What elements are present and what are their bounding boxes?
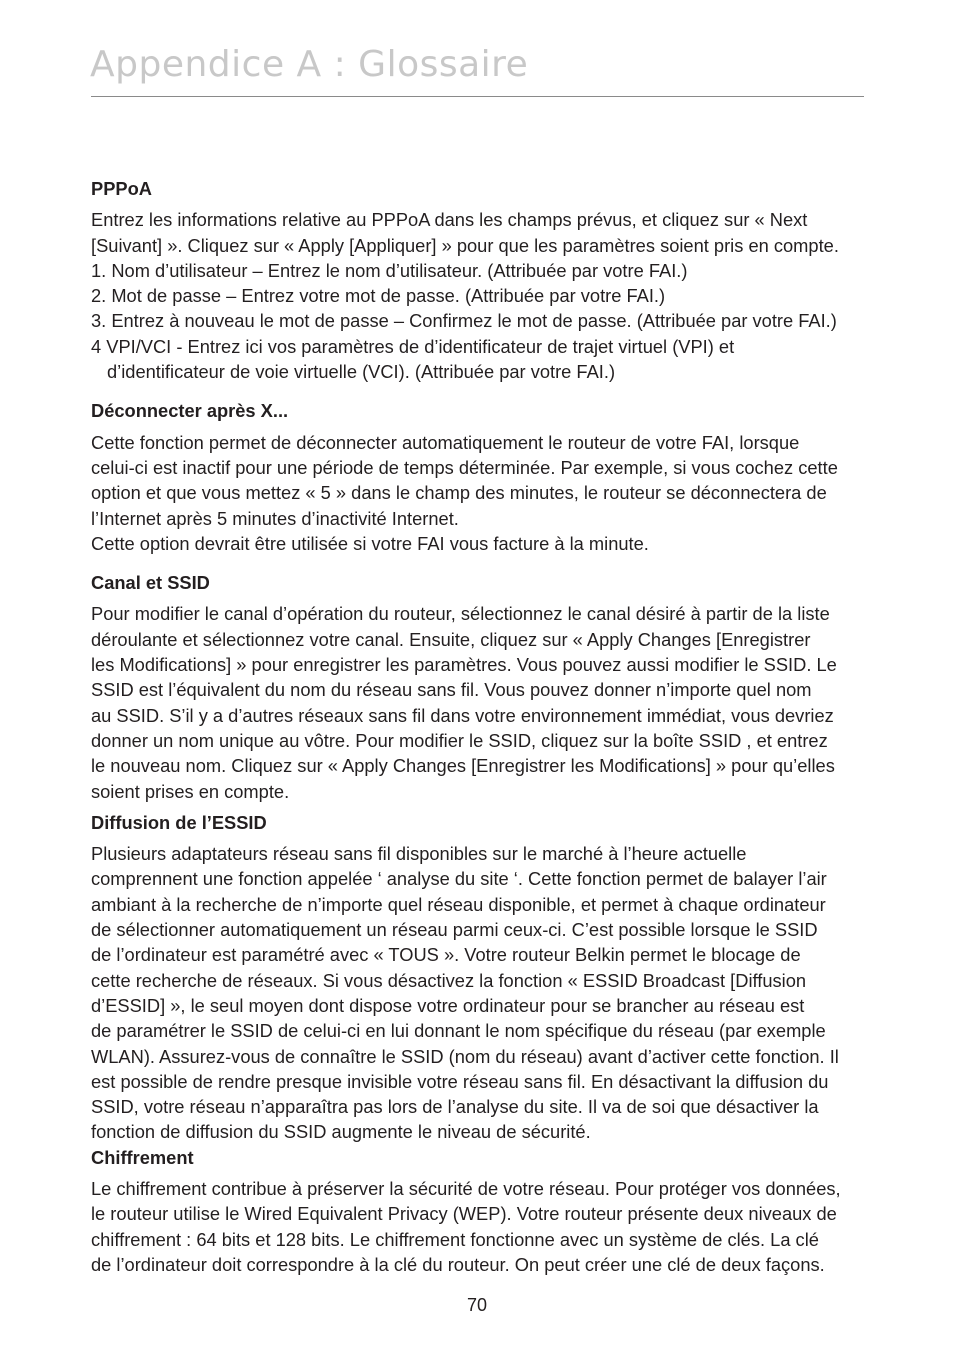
list-item: 4 VPI/VCI - Entrez ici vos paramètres de d’identificateur de trajet virtuel (VPI) et bbox=[91, 335, 735, 357]
section-heading-pppoa: PPPoA bbox=[91, 178, 152, 199]
page-number: 70 bbox=[466, 1295, 488, 1315]
paragraph-line: WLAN). Assurez-vous de connaître le SSID (nom du réseau) avant d’activer cette fonction. Il bbox=[91, 1045, 839, 1067]
title-divider bbox=[91, 96, 864, 97]
paragraph-line: soient prises en compte. bbox=[91, 780, 290, 802]
paragraph-line: SSID, votre réseau n’apparaîtra pas lors de l’analyse du site. Il va de soi que désactiver la bbox=[91, 1096, 819, 1118]
paragraph-line: [Suivant] ». Cliquez sur « Apply [Appliquer] » pour que les paramètres soient pris en compte. bbox=[91, 234, 839, 256]
paragraph-line: donner un nom unique au vôtre. Pour modifier le SSID, cliquez sur la boîte SSID , et entrez bbox=[91, 729, 828, 751]
list-item-continuation: d’identificateur de voie virtuelle (VCI). (Attribuée par votre FAI.) bbox=[107, 361, 616, 383]
paragraph-line: de sélectionner automatiquement un réseau parmi ceux-ci. C’est possible lorsque le SSID bbox=[91, 919, 818, 941]
paragraph-line: chiffrement : 64 bits et 128 bits. Le chiffrement fonctionne avec un système de clés. La clé bbox=[91, 1228, 819, 1250]
paragraph-line: de l’ordinateur doit correspondre à la clé du routeur. On peut créer une clé de deux façons. bbox=[91, 1253, 825, 1275]
paragraph-line: les Modifications] » pour enregistrer les paramètres. Vous pouvez aussi modifier le SSID. Le bbox=[91, 654, 837, 676]
paragraph-line: d’ESSID] », le seul moyen dont dispose votre ordinateur pour se brancher au réseau est bbox=[91, 994, 805, 1016]
list-item: 2. Mot de passe – Entrez votre mot de passe. (Attribuée par votre FAI.) bbox=[91, 285, 666, 307]
paragraph-line: est possible de rendre presque invisible votre réseau sans fil. En désactivant la diffusion du bbox=[91, 1070, 829, 1092]
paragraph-line: au SSID. S’il y a d’autres réseaux sans fil dans votre environnement immédiat, vous devriez bbox=[91, 704, 834, 726]
list-item: 1. Nom d’utilisateur – Entrez le nom d’utilisateur. (Attribuée par votre FAI.) bbox=[91, 259, 688, 281]
paragraph-line: l’Internet après 5 minutes d’inactivité Internet. bbox=[91, 507, 459, 529]
paragraph-line: option et que vous mettez « 5 » dans le champ des minutes, le routeur se déconnectera de bbox=[91, 482, 827, 504]
paragraph-line: celui-ci est inactif pour une période de temps déterminée. Par exemple, si vous cochez cette bbox=[91, 456, 838, 478]
paragraph-line: Plusieurs adaptateurs réseau sans fil disponibles sur le marché à l’heure actuelle bbox=[91, 843, 747, 865]
list-item: 3. Entrez à nouveau le mot de passe – Confirmez le mot de passe. (Attribuée par votre FAI.) bbox=[91, 310, 837, 332]
section-heading-essid: Diffusion de l’ESSID bbox=[91, 811, 267, 833]
paragraph-line: Pour modifier le canal d’opération du routeur, sélectionnez le canal désiré à partir de la liste bbox=[91, 603, 830, 625]
page-content bbox=[91, 176, 901, 1277]
paragraph-line: le routeur utilise le Wired Equivalent Privacy (WEP). Votre routeur présente deux niveaux de bbox=[91, 1203, 837, 1225]
paragraph-line: comprennent une fonction appelée ‘ analyse du site ‘. Cette fonction permet de balayer l’air bbox=[91, 868, 827, 890]
page-title: Appendice A : Glossaire bbox=[90, 44, 529, 85]
section-heading-canal: Canal et SSID bbox=[91, 572, 210, 594]
section-heading-deconnecter: Déconnecter après X... bbox=[91, 400, 289, 422]
paragraph-line: fonction de diffusion du SSID augmente le niveau de sécurité. bbox=[91, 1121, 591, 1143]
paragraph-line: cette recherche de réseaux. Si vous désactivez la fonction « ESSID Broadcast [Diffusion bbox=[91, 969, 807, 991]
paragraph-line: de paramétrer le SSID de celui-ci en lui donnant le nom spécifique du réseau (par exemple bbox=[91, 1020, 826, 1042]
paragraph-line: SSID est l’équivalent du nom du réseau sans fil. Vous pouvez donner n’importe quel nom bbox=[91, 679, 812, 701]
paragraph-line: déroulante et sélectionnez votre canal. Ensuite, cliquez sur « Apply Changes [Enregistrer bbox=[91, 628, 811, 650]
paragraph-line: ambiant à la recherche de n’importe quel réseau disponible, et permet à chaque ordinateur bbox=[91, 893, 826, 915]
paragraph-line: Cette fonction permet de déconnecter automatiquement le routeur de votre FAI, lorsque bbox=[91, 431, 800, 453]
paragraph-line: de l’ordinateur est paramétré avec « TOUS ». Votre routeur Belkin permet le blocage de bbox=[91, 944, 801, 966]
paragraph-line: Le chiffrement contribue à préserver la sécurité de votre réseau. Pour protéger vos données, bbox=[91, 1177, 841, 1199]
section-heading-chiffrement: Chiffrement bbox=[91, 1146, 194, 1168]
paragraph-line: Entrez les informations relative au PPPoA dans les champs prévus, et cliquez sur « Next bbox=[91, 209, 808, 231]
paragraph-line: Cette option devrait être utilisée si votre FAI vous facture à la minute. bbox=[91, 532, 649, 554]
paragraph-line: le nouveau nom. Cliquez sur « Apply Changes [Enregistrer les Modifications] » pour qu’elles bbox=[91, 755, 835, 777]
